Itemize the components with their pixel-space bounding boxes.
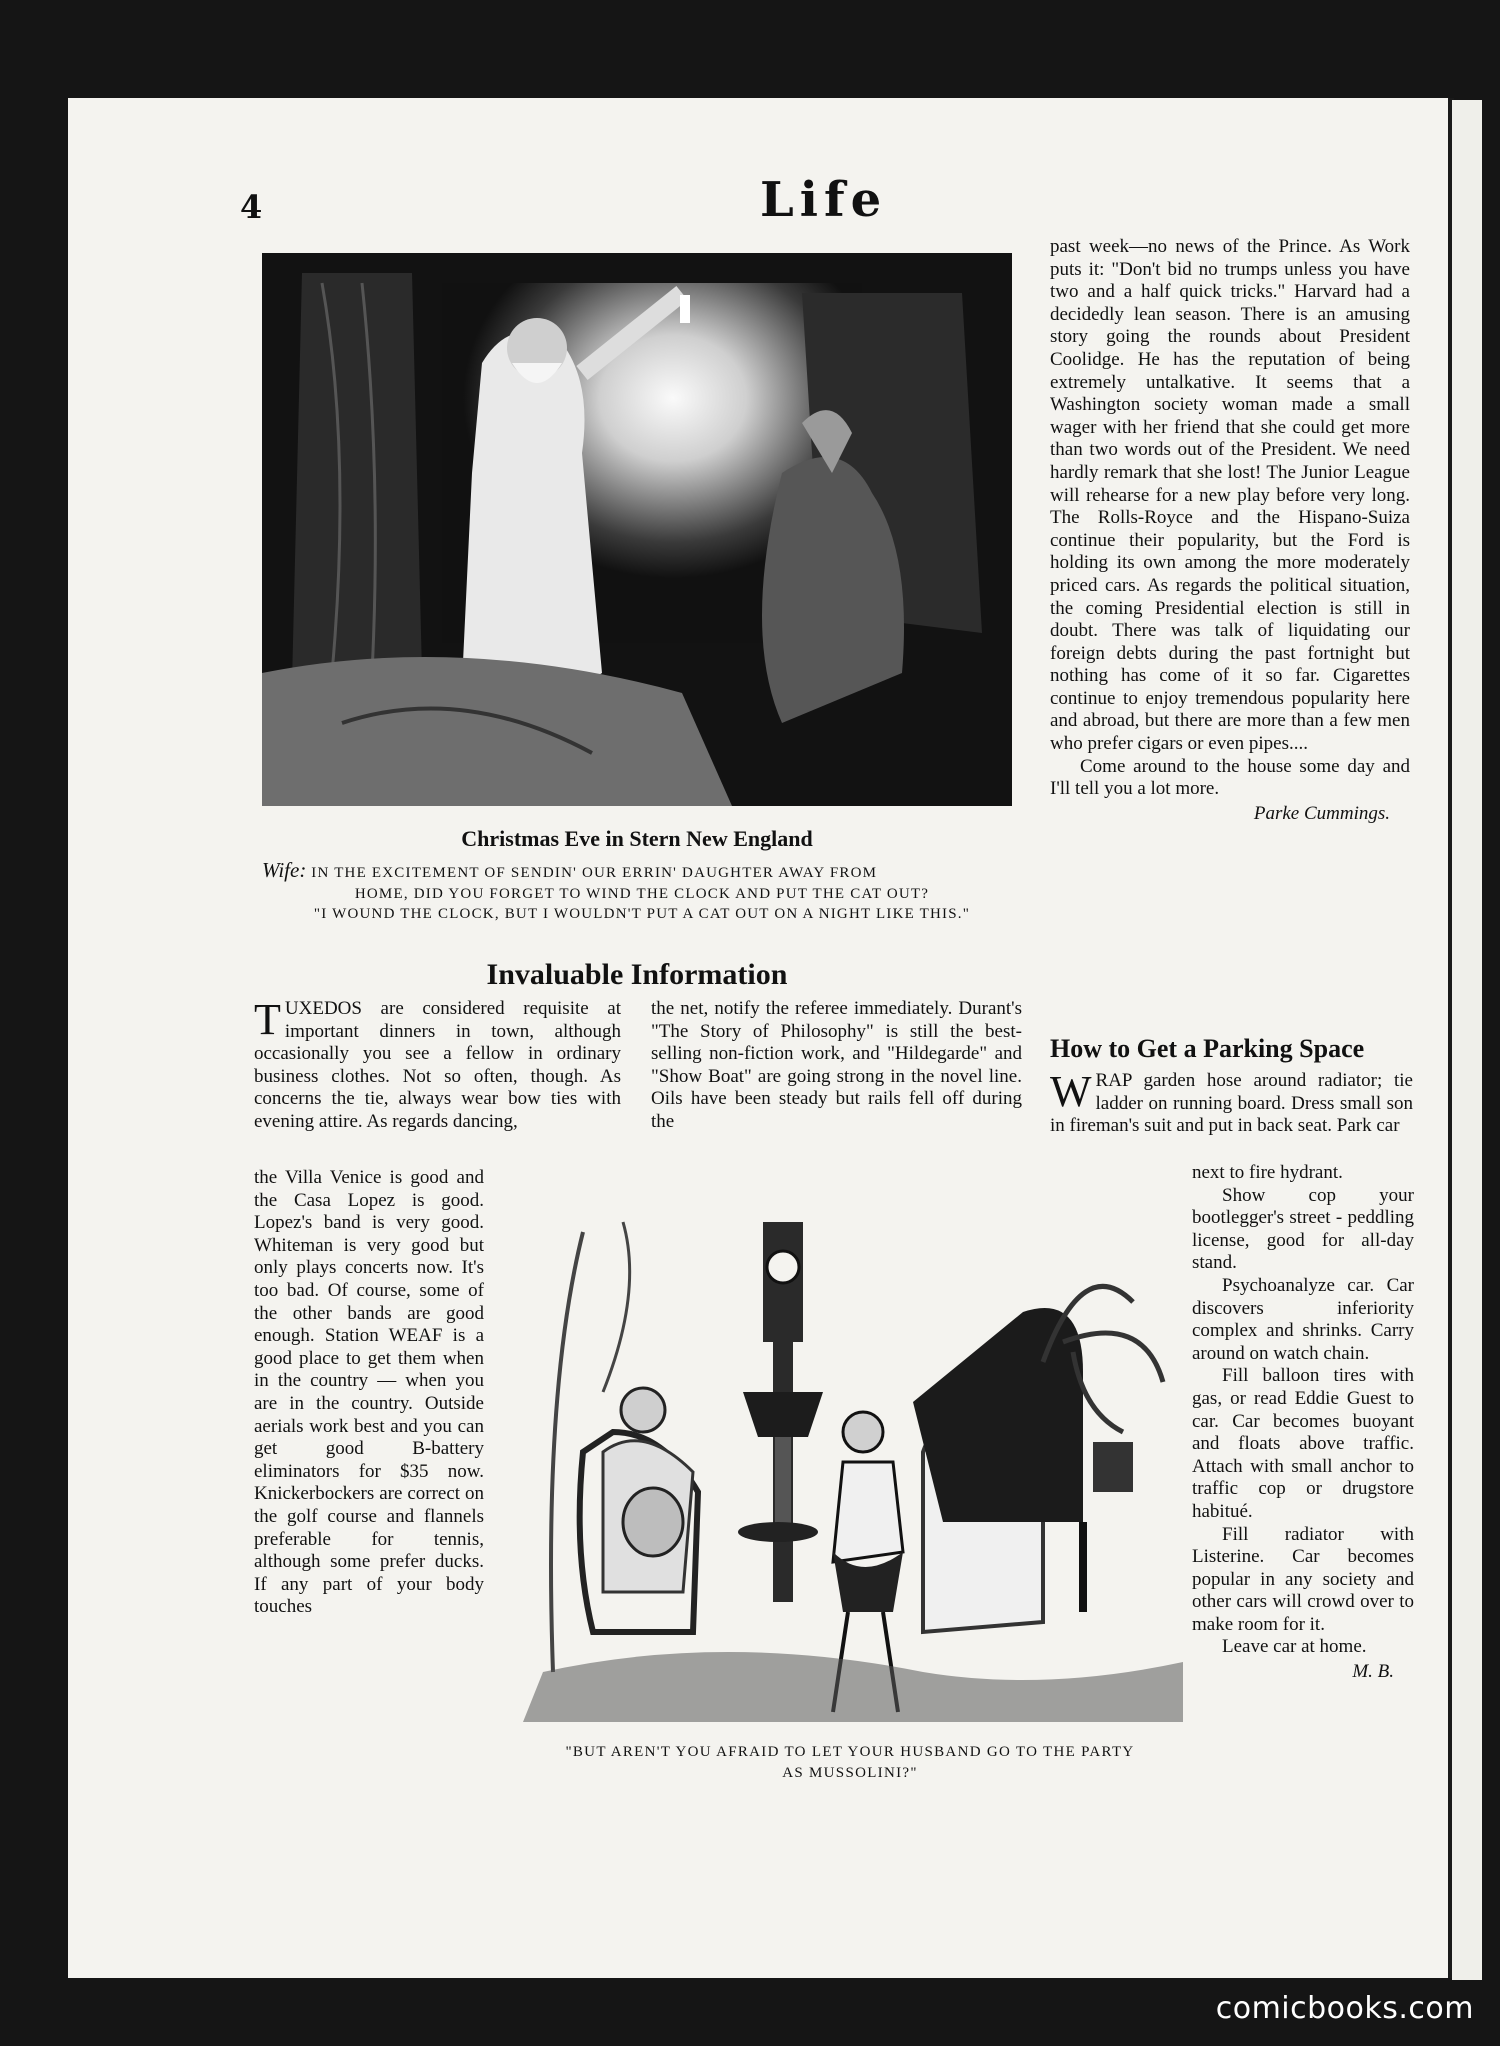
paragraph-text: Psychoanalyze car. Car discovers inferiority complex and shrinks. Carry around on watch chain. (1192, 1274, 1414, 1364)
parking-intro (1050, 1067, 1413, 1138)
parking-column-narrow (1192, 1162, 1414, 1683)
paragraph-text: Fill balloon tires with gas, or read Eddie Guest to car. Car becomes buoyant and floats above traffic. Attach with small anchor to traffic cop or drugstore habitué. (1192, 1365, 1414, 1522)
speaker-label: Wife: (262, 858, 307, 882)
paragraph-closing: Come around to the house some day and I'll tell you a lot more. (1050, 755, 1410, 800)
wife-line-2: HOME, DID YOU FORGET TO WIND THE CLOCK AND PUT THE CAT OUT? (354, 886, 930, 902)
paragraph-text: Fill radiator with Listerine. Car becomes popular in any society and other cars will crowd over to make room for it. (1192, 1523, 1414, 1635)
paragraph-text: Leave car at home. (1222, 1636, 1367, 1658)
illustration-dialogue-wife (262, 860, 1022, 905)
drop-cap: T (254, 995, 281, 1044)
illustration-dialogue-reply: "I WOUND THE CLOCK, BUT I WOULDN'T PUT A CAT OUT ON A NIGHT LIKE THIS." (313, 906, 971, 922)
drop-cap: W (1050, 1067, 1092, 1116)
next-page-edge (1452, 100, 1482, 1980)
paragraph-text: UXEDOS are considered requisite at important dinners in town, although occasionally you see a fellow in ordinary business clothes. Not so often, though. As concerns the tie, always wear bow ties with evening attire. As regards dancing, (254, 998, 621, 1132)
article-column-left (254, 995, 621, 1134)
author-signature: M. B. (1352, 1661, 1394, 1683)
paragraph-text: the net, notify the referee immediately. Durant's "The Story of Philosophy" is still the best-selling non-fiction work, and "Hildegarde" and "Show Boat" are going strong in the novel line. Oils have been steady but rails fell off during the (651, 998, 1022, 1132)
right-column-text (1050, 236, 1410, 825)
paragraph-text: RAP garden hose around radiator; tie ladder on running board. Dress small son in fireman's suit and put in back seat. Park car (1050, 1070, 1413, 1137)
article-column-middle (651, 998, 1022, 1134)
party-illustration (523, 1192, 1187, 1722)
paragraph-text: the Villa Venice is good and the Casa Lopez is good. Lopez's band is very good. Whiteman is very good but only plays concerts now. It's too bad. Of course, some of the other bands are good enough. Station WEAF is a good place to get them when in the country — when you are in the country. Outside aerials work best and you can get good B-battery eliminators for $35 now. Knickerbockers are correct on the golf course and flannels preferable for tennis, although some prefer ducks. If any part of your body touches (254, 1167, 484, 1618)
wife-line-1: IN THE EXCITEMENT OF SENDIN' OUR ERRIN' DAUGHTER AWAY FROM (311, 865, 878, 881)
illustration-caption (500, 1742, 1200, 1784)
article-headline: Invaluable Information (486, 958, 788, 991)
article-headline: How to Get a Parking Space (1050, 1034, 1365, 1063)
paragraph-text: next to fire hydrant. (1192, 1162, 1343, 1183)
paragraph-text: Show cop your bootlegger's street - peddling license, good for all-day stand. (1192, 1184, 1414, 1274)
article-column-left-narrow (254, 1167, 484, 1619)
page-number: 4 (240, 188, 263, 226)
site-watermark: comicbooks.com (1215, 1991, 1474, 2026)
caption-line-2: AS MUSSOLINI?" (782, 1765, 918, 1781)
paragraph-continued: past week—no news of the Prince. As Work puts it: "Don't bid no trumps unless you have two and a half quick tricks." Harvard had a decidedly lean season. There is an amusing story going the rounds about President Coolidge. He has the reputation of being extremely untalkative. It seems that a Washington society woman made a small wager with her friend that she could get more than two words out of the President. We need hardly remark that she lost! The Junior League will rehearse for a new play before very long. The Rolls-Royce and the Hispano-Suiza continue their popularity, but the Ford is holding its own among the more moderately priced cars. As regards the political situation, the coming Presidential election is still in doubt. There was talk of liquidating our foreign debts during the past fortnight but nothing has come of it so far. Cigarettes continue to enjoy tremendous popularity here and abroad, but there are more than a few men who prefer cigars or even pipes.... (1050, 236, 1410, 755)
illustration-title: Christmas Eve in Stern New England (461, 826, 813, 851)
author-signature: Parke Cummings. (1253, 802, 1390, 824)
caption-line-1: "BUT AREN'T YOU AFRAID TO LET YOUR HUSBAND GO TO THE PARTY (565, 1744, 1135, 1760)
masthead: Life (760, 172, 888, 228)
christmas-eve-illustration (262, 253, 1012, 806)
